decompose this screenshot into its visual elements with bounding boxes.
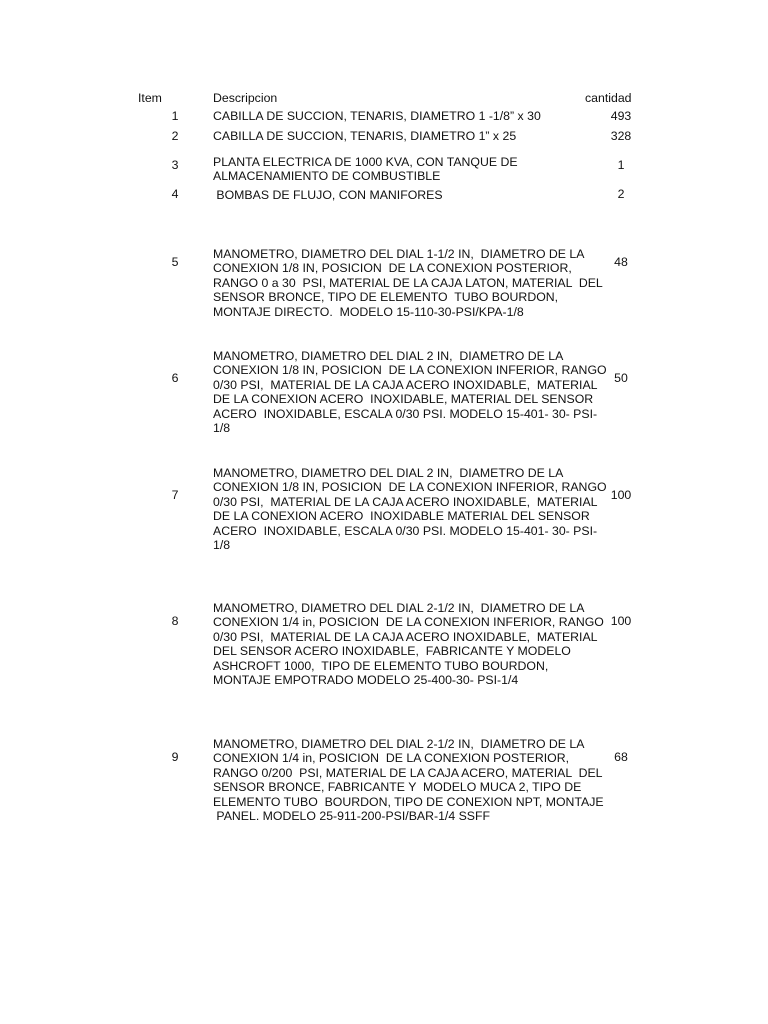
header-item: Item — [138, 91, 162, 105]
row-5-descripcion: MANOMETRO, DIAMETRO DEL DIAL 1-1/2 IN, DIAMETRO DE LA CONEXION 1/8 IN, POSICION DE LA CONEXION POSTERIOR, RANGO 0 a 30 PSI, MATERIAL DE LA CAJA LATON, MATERIAL DEL SENSOR BRONCE, TIPO DE ELEMENTO TUBO BOURDON, MONTAJE DIRECTO. MODELO 15-110-30-PSI/KPA-1/8 — [213, 247, 603, 319]
row-3-item: 3 — [171, 158, 179, 172]
row-9-descripcion: MANOMETRO, DIAMETRO DEL DIAL 2-1/2 IN, DIAMETRO DE LA CONEXION 1/4 in, POSICION DE LA CONEXION POSTERIOR, RANGO 0/200 PSI, MATERIAL DE LA CAJA ACERO, MATERIAL DEL SENSOR BRONCE, FABRICANTE Y MODELO MUCA 2, TIPO DE ELEMENTO TUBO BOURDON, TIPO DE CONEXION NPT, MONTAJE PANEL. MODELO 25-911-200-PSI/BAR-1/4 SSFF — [213, 737, 604, 824]
row-9-item: 9 — [171, 750, 179, 764]
row-9-cantidad: 68 — [614, 750, 628, 764]
row-4-descripcion: BOMBAS DE FLUJO, CON MANIFORES — [213, 188, 443, 202]
row-6-descripcion: MANOMETRO, DIAMETRO DEL DIAL 2 IN, DIAMETRO DE LA CONEXION 1/8 IN, POSICION DE LA CONEXION INFERIOR, RANGO 0/30 PSI, MATERIAL DE LA CAJA ACERO INOXIDABLE, MATERIAL DE LA CONEXION ACERO INOXIDABLE, MATERIAL DEL SENSOR ACERO INOXIDABLE, ESCALA 0/30 PSI. MODELO 15-401- 30- PSI- 1/8 — [213, 349, 607, 436]
row-5-cantidad: 48 — [614, 255, 628, 269]
row-8-cantidad: 100 — [610, 614, 632, 628]
row-7-descripcion: MANOMETRO, DIAMETRO DEL DIAL 2 IN, DIAMETRO DE LA CONEXION 1/8 IN, POSICION DE LA CONEXION INFERIOR, RANGO 0/30 PSI, MATERIAL DE LA CAJA ACERO INOXIDABLE, MATERIAL DE LA CONEXION ACERO INOXIDABLE MATERIAL DEL SENSOR ACERO INOXIDABLE, ESCALA 0/30 PSI. MODELO 15-401- 30- PSI- 1/8 — [213, 466, 607, 553]
row-1-cantidad: 493 — [610, 109, 632, 123]
row-4-cantidad: 2 — [617, 187, 625, 201]
row-8-item: 8 — [171, 614, 179, 628]
row-4-item: 4 — [171, 187, 179, 201]
header-cantidad: cantidad — [585, 91, 632, 105]
row-6-item: 6 — [171, 371, 179, 385]
row-7-item: 7 — [171, 488, 179, 502]
header-descripcion: Descripcion — [213, 91, 278, 105]
row-1-descripcion: CABILLA DE SUCCION, TENARIS, DIAMETRO 1 -1/8” x 30 — [213, 109, 541, 123]
row-8-descripcion: MANOMETRO, DIAMETRO DEL DIAL 2-1/2 IN, DIAMETRO DE LA CONEXION 1/4 in, POSICION DE LA CONEXION INFERIOR, RANGO 0/30 PSI, MATERIAL DE LA CAJA ACERO INOXIDABLE, MATERIAL DEL SENSOR ACERO INOXIDABLE, FABRICANTE Y MODELO ASHCROFT 1000, TIPO DE ELEMENTO TUBO BOURDON, MONTAJE EMPOTRADO MODELO 25-400-30- PSI-1/4 — [213, 601, 604, 688]
row-3-cantidad: 1 — [617, 158, 625, 172]
row-1-item: 1 — [171, 109, 179, 123]
row-2-descripcion: CABILLA DE SUCCION, TENARIS, DIAMETRO 1” x 25 — [213, 129, 517, 143]
row-3-descripcion: PLANTA ELECTRICA DE 1000 KVA, CON TANQUE DE ALMACENAMIENTO DE COMBUSTIBLE — [213, 155, 518, 184]
row-6-cantidad: 50 — [614, 371, 628, 385]
row-7-cantidad: 100 — [610, 488, 632, 502]
row-2-cantidad: 328 — [610, 129, 632, 143]
row-5-item: 5 — [171, 255, 179, 269]
row-2-item: 2 — [171, 129, 179, 143]
